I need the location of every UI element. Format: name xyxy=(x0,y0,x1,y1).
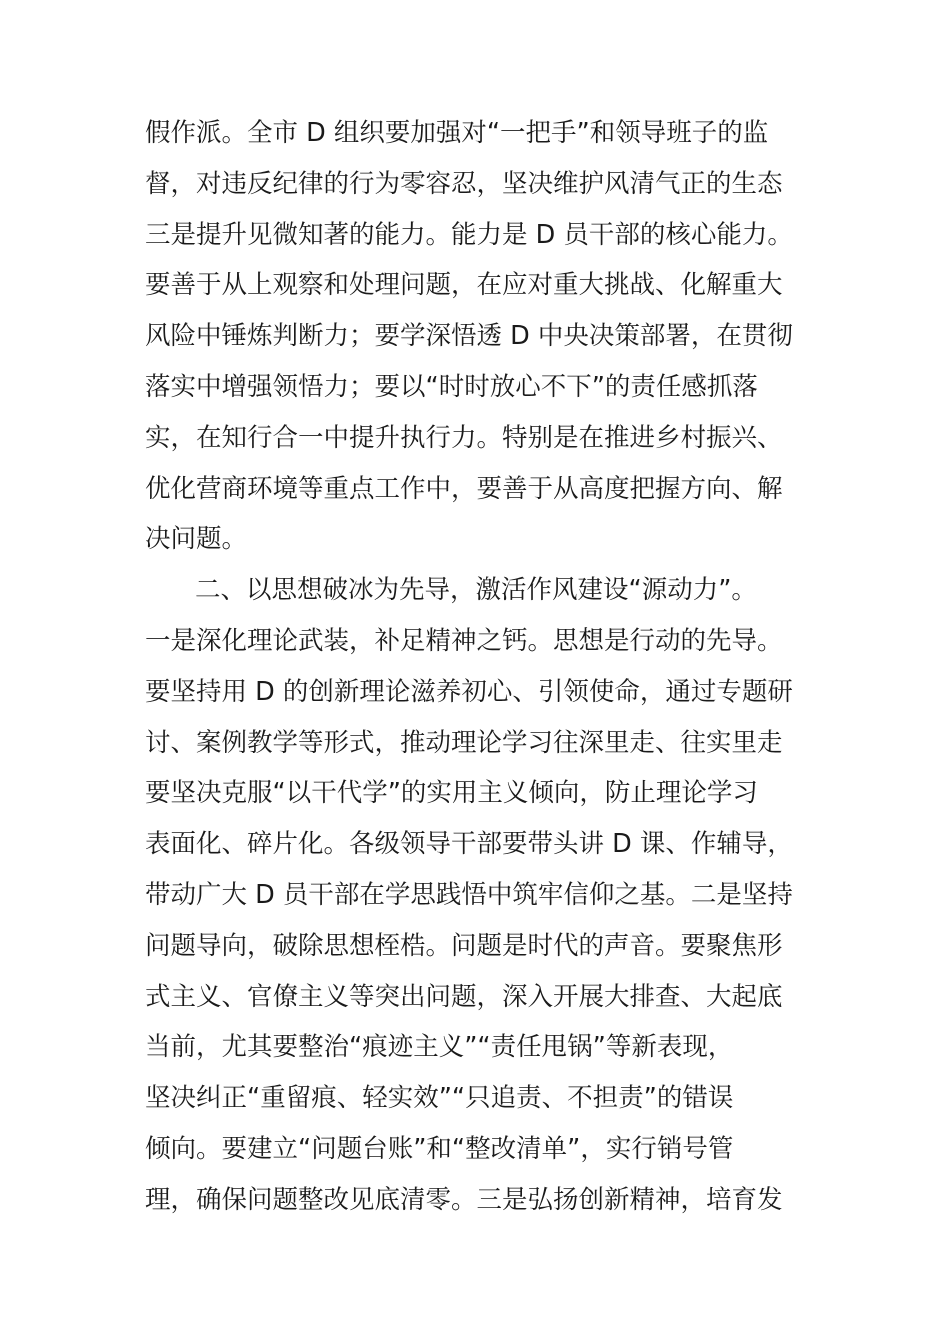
text-line: 一是深化理论武装，补足精神之钙。思想是行动的先导。 xyxy=(145,625,783,656)
text-line: 式主义、官僚主义等突出问题，深入开展大排查、大起底 xyxy=(145,981,783,1012)
text-line: 当前，尤其要整治“痕迹主义”“责任甩锅”等新表现， xyxy=(145,1032,734,1063)
section-heading: 二、以思想破冰为先导，激活作风建设“源动力”。 xyxy=(195,575,757,606)
text-line: 决问题。 xyxy=(145,524,248,555)
text-line: 带动广大 D 员干部在学思践悟中筑牢信仰之基。二是坚持 xyxy=(145,879,793,910)
body-text xyxy=(145,108,810,1226)
text-line: 假作派。全市 D 组织要加强对“一把手”和领导班子的监 xyxy=(145,118,769,148)
text-line: 落实中增强领悟力；要以“时时放心不下”的责任感抓落 xyxy=(145,371,758,402)
text-line: 督，对违反纪律的行为零容忍，坚决维护风清气正的生态 xyxy=(145,168,783,199)
text-line: 风险中锤炼判断力；要学深悟透 D 中央决策部署，在贯彻 xyxy=(145,321,793,352)
text-line: 实，在知行合一中提升执行力。特别是在推进乡村振兴、 xyxy=(145,422,783,453)
text-line: 优化营商环境等重点工作中，要善于从高度把握方向、解 xyxy=(145,473,783,504)
text-line: 理，确保问题整改见底清零。三是弘扬创新精神，培育发 xyxy=(145,1184,783,1215)
text-line: 表面化、碎片化。各级领导干部要带头讲 D 课、作辅导， xyxy=(145,829,793,860)
text-line: 倾向。要建立“问题台账”和“整改清单”，实行销号管 xyxy=(145,1133,734,1164)
text-line: 要坚决克服“以干代学”的实用主义倾向，防止理论学习 xyxy=(145,778,758,809)
text-line: 要善于从上观察和处理问题，在应对重大挑战、化解重大 xyxy=(145,270,783,301)
text-line: 讨、案例教学等形式，推动理论学习往深里走、往实里走 xyxy=(145,727,783,758)
text-line: 要坚持用 D 的创新理论滋养初心、引领使命，通过专题研 xyxy=(145,676,793,707)
text-line: 问题导向，破除思想桎梏。问题是时代的声音。要聚焦形 xyxy=(145,930,783,961)
text-line: 坚决纠正“重留痕、轻实效”“只追责、不担责”的错误 xyxy=(145,1083,734,1114)
text-line: 三是提升见微知著的能力。能力是 D 员干部的核心能力。 xyxy=(145,219,793,250)
